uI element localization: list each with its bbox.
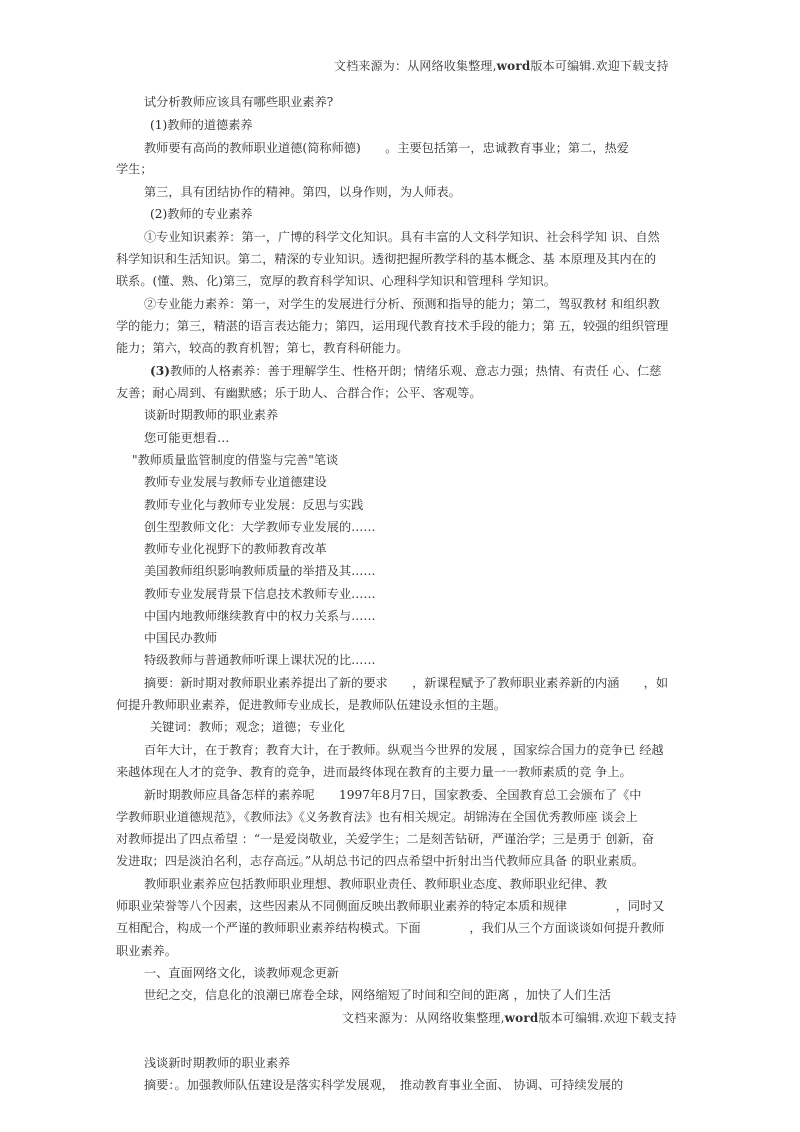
section1-line: 教师要有高尚的教师职业道德(简称师德) 。主要包括第一，忠诚教育事业；第二，热爱: [144, 141, 629, 155]
body-line: 百年大计，在于教育；教育大计，在于教师。纵观当今世界的发展 ，国家综合国力的竞争已 经越: [144, 743, 664, 757]
related-link[interactable]: 教师专业化与教师专业发展：反思与实践: [144, 498, 364, 512]
related-link[interactable]: 中国内地教师继续教育中的权力关系与……: [144, 609, 376, 623]
related-title: 谈新时期教师的职业素养: [144, 408, 279, 422]
footer-suffix: 版本可编辑.欢迎下载支持: [538, 1011, 677, 1025]
related-link[interactable]: 创生型教师文化：大学教师专业发展的……: [144, 520, 376, 534]
section1-heading: (1)教师的道德素养: [150, 118, 253, 132]
section2-heading: (2)教师的专业素养: [150, 207, 253, 221]
section3-number: (3): [150, 364, 171, 378]
section2-line: 学的能力；第三，精湛的语言表达能力；第四，运用现代教育技术手段的能力；第 五，较强的组织管理: [116, 319, 669, 333]
body-line: 学教师职业道德规范》，《教师法》《义务教育法》也有相关规定。胡锦涛在全国优秀教师座 谈会上: [116, 810, 638, 824]
section3-line: [150, 363, 661, 379]
header-suffix: 版本可编辑.欢迎下载支持: [530, 59, 669, 73]
section2-line: ②专业能力素养：第一，对学生的发展进行分析、预测和指导的能力；第二，驾驭教材 和组织教: [144, 297, 660, 311]
body-line: 一、直面网络文化，谈教师观念更新: [144, 966, 339, 980]
section3-text: 教师的人格素养：善于理解学生、性格开朗；情绪乐观、意志力强；热情、有责任 心、仁慈: [170, 364, 662, 378]
source-footer: [342, 1009, 677, 1026]
related-link[interactable]: 教师专业发展背景下信息技术教师专业……: [144, 587, 376, 601]
body-line: 职业素养。: [116, 944, 177, 958]
section2-line: ①专业知识素养：第一，广博的科学文化知识。具有丰富的人文科学知识、社会科学知 识、自然: [144, 230, 660, 244]
related-prompt: 您可能更想看…: [144, 431, 230, 445]
body-line: 何提升教师职业素养，促进教师专业成长，是教师队伍建设永恒的主题。: [116, 698, 506, 712]
body-line: 互相配合，构成一个严谨的教师职业素养结构模式。下面 ，我们从三个方面谈谈如何提升教师: [116, 921, 665, 935]
related-link[interactable]: 中国民办教师: [144, 631, 218, 645]
related-link[interactable]: 教师专业化视野下的教师教育改革: [144, 542, 327, 556]
section2-line: 联系。(懂、熟、化)第三，宽厚的教育科学知识、心理科学知识和管理科 学知识。: [116, 274, 556, 288]
body-line: 关键词：教师；观念；道德；专业化: [150, 720, 345, 734]
related-link[interactable]: 美国教师组织影响教师质量的举措及其……: [144, 564, 376, 578]
body-line: 对教师提出了四点希望 ：“一是爱岗敬业，关爱学生；二是刻苦钻研，严谨治学；三是勇于 创新，奋: [116, 832, 655, 846]
section2-line: 科学知识和生活知识。第二，精深的专业知识。透彻把握所教学科的基本概念、基 本原理及其内在的: [116, 252, 657, 266]
source-header: [334, 57, 669, 74]
section1-line: 第三，具有团结协作的精神。第四，以身作则，为人师表。: [144, 185, 461, 199]
body-line: 发进取；四是淡泊名利，志存高远。”从胡总书记的四点希望中折射出当代教师应具备 的职业素质。: [116, 854, 645, 868]
section2-line: 能力；第六，较高的教育机智；第七，教育科研能力。: [116, 341, 409, 355]
body-line: 来越体现在人才的竞争、教育的竞争，进而最终体现在教育的主要力量一一教师素质的竞 争上。: [116, 765, 632, 779]
related-link[interactable]: 特级教师与普通教师听课上课状况的比……: [144, 653, 376, 667]
next-article-abstract: 摘要：。加强教师队伍建设是落实科学发展观， 推动教育事业全面、 协调、可持续发展的: [144, 1078, 624, 1092]
section1-line: 学生；: [116, 162, 153, 176]
body-line: 摘要：新时期对教师职业素养提出了新的要求 ，新课程赋予了教师职业素养新的内涵 ，如: [144, 676, 669, 690]
related-link[interactable]: "教师质量监管制度的借鉴与完善"笔谈: [132, 453, 339, 467]
header-word: word: [496, 59, 531, 73]
question-title: 试分析教师应该具有哪些职业素养?: [144, 95, 334, 109]
header-prefix: 文档来源为：从网络收集整理,: [334, 59, 497, 73]
body-line: 世纪之交，信息化的浪潮已席卷全球，网络缩短了时间和空间的距离 ，加快了人们生活: [144, 988, 611, 1002]
next-article-title: 浅谈新时期教师的职业素养: [144, 1056, 291, 1070]
section3-line: 友善；耐心周到、有幽默感；乐于助人、合群合作；公平、客观等。: [116, 386, 482, 400]
footer-word: word: [504, 1011, 539, 1025]
footer-prefix: 文档来源为：从网络收集整理,: [342, 1011, 505, 1025]
body-line: 教师职业素养应包括教师职业理想、教师职业责任、教师职业态度、教师职业纪律、教: [144, 877, 608, 891]
body-line: 新时期教师应具备怎样的素养呢 1997年8月7日，国家教委、全国教育总工会颁布了《中: [144, 788, 642, 802]
body-line: 师职业荣誉等八个因素，这些因素从不同侧面反映出教师职业素养的特定本质和规律 ，同时又: [116, 899, 665, 913]
related-link[interactable]: 教师专业发展与教师专业道德建设: [144, 475, 327, 489]
